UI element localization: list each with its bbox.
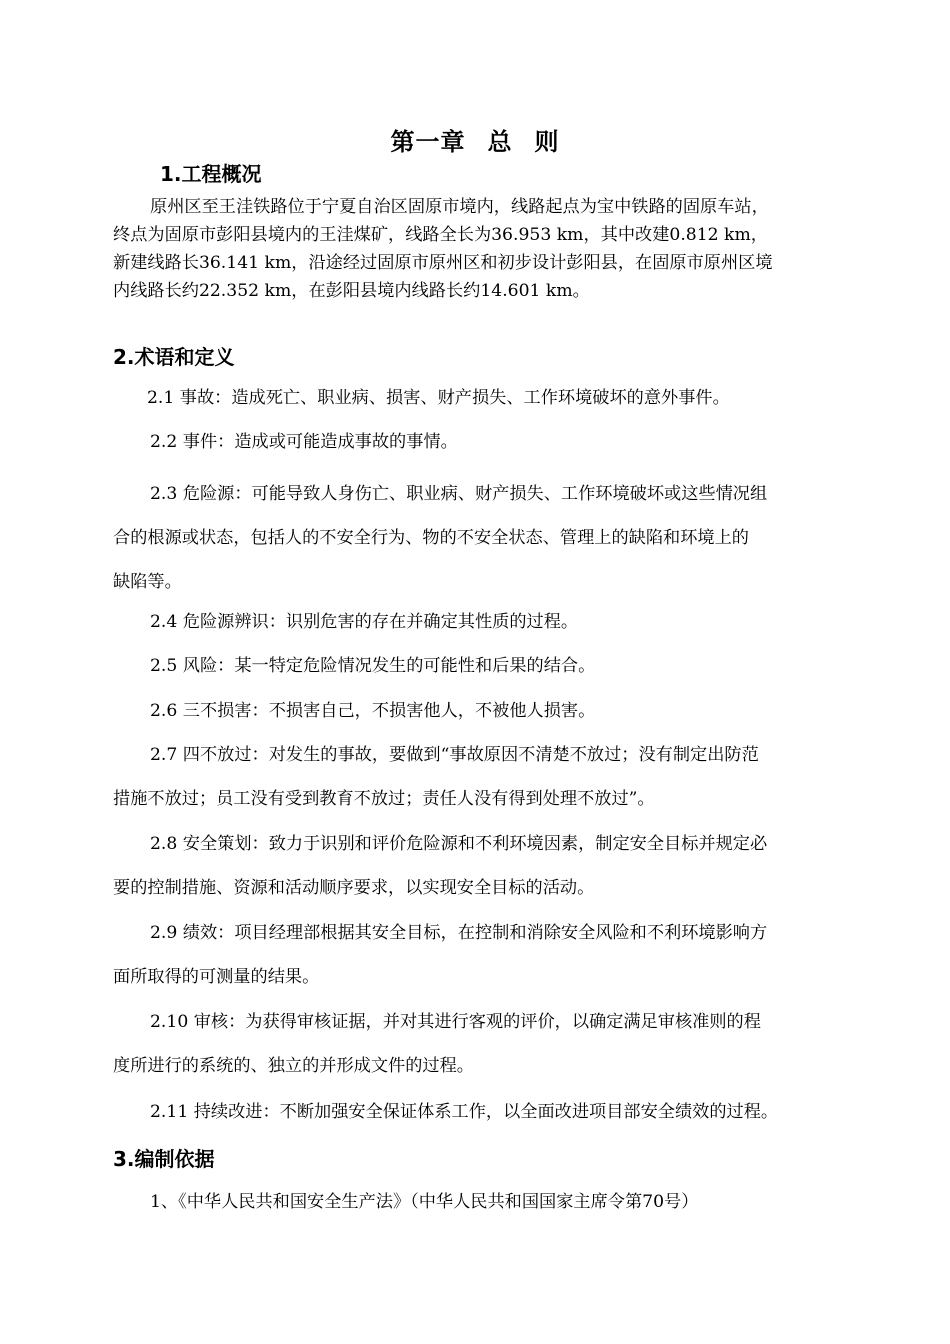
- term-line: 合的根源或状态，包括人的不安全行为、物的不安全状态、管理上的缺陷和环境上的: [113, 528, 749, 548]
- term-line: 2.8 安全策划：致力于识别和评价危险源和不利环境因素，制定安全目标并规定必: [150, 834, 768, 854]
- chapter-word-2: 则: [534, 128, 560, 156]
- term-line: 面所取得的可测量的结果。: [113, 967, 320, 987]
- term-line: 缺陷等。: [113, 572, 182, 592]
- term-line: 措施不放过；员工没有受到教育不放过；责任人没有得到处理不放过”。: [113, 789, 655, 809]
- term-line: 2.7 四不放过：对发生的事故，要做到“事故原因不清楚不放过；没有制定出防范: [150, 745, 759, 765]
- term-line: 2.1 事故：造成死亡、职业病、损害、财产损失、工作环境破坏的意外事件。: [147, 388, 730, 408]
- chapter-word-1: 总: [487, 128, 513, 156]
- basis-item-1: [113, 1188, 848, 1216]
- overview-line: 内线路长约22.352 km，在彭阳县境内线路长约14.601 km。: [113, 281, 590, 301]
- chapter-prefix: 第一章: [390, 128, 466, 156]
- term-line: 2.3 危险源：可能导致人身伤亡、职业病、财产损失、工作环境破坏或这些情况组: [150, 484, 768, 504]
- term-2-10: [113, 1000, 848, 1088]
- chapter-title: [0, 122, 950, 157]
- term-2-4: [113, 608, 848, 636]
- overview-line: 终点为固原市彭阳县境内的王洼煤矿，线路全长为36.953 km，其中改建0.812 km，: [113, 225, 768, 245]
- overview-line: 原州区至王洼铁路位于宁夏自治区固原市境内，线路起点为宝中铁路的固原车站，: [150, 197, 769, 217]
- term-2-2: [113, 428, 848, 456]
- term-2-8: [113, 822, 848, 910]
- term-line: 2.9 绩效：项目经理部根据其安全目标，在控制和消除安全风险和不利环境影响方: [150, 923, 768, 943]
- section-heading-overview: 1.工程概况: [160, 162, 262, 186]
- term-line: 2.10 审核：为获得审核证据，并对其进行客观的评价，以确定满足审核准则的程: [150, 1012, 761, 1032]
- term-2-11: [113, 1098, 848, 1126]
- term-2-1: [113, 384, 848, 412]
- term-2-6: [113, 697, 848, 725]
- term-2-5: [113, 652, 848, 680]
- overview-line: 新建线路长36.141 km，沿途经过固原市原州区和初步设计彭阳县，在固原市原州区境: [113, 253, 773, 273]
- overview-paragraph: [113, 193, 848, 305]
- term-line: 要的控制措施、资源和活动顺序要求，以实现安全目标的活动。: [113, 878, 595, 898]
- term-line: 度所进行的系统的、独立的并形成文件的过程。: [113, 1056, 474, 1076]
- term-line: 2.4 危险源辨识：识别危害的存在并确定其性质的过程。: [150, 612, 579, 632]
- term-2-9: [113, 911, 848, 999]
- section-heading-basis: 3.编制依据: [113, 1147, 215, 1171]
- term-2-7: [113, 733, 848, 821]
- basis-line: 1、《中华人民共和国安全生产法》（中华人民共和国国家主席令第70号）: [150, 1192, 699, 1212]
- term-line: 2.6 三不损害：不损害自己，不损害他人，不被他人损害。: [150, 701, 596, 721]
- term-2-3: [113, 472, 848, 604]
- term-line: 2.2 事件：造成或可能造成事故的事情。: [150, 432, 458, 452]
- term-line: 2.5 风险：某一特定危险情况发生的可能性和后果的结合。: [150, 656, 596, 676]
- term-line: 2.11 持续改进：不断加强安全保证体系工作，以全面改进项目部安全绩效的过程。: [150, 1102, 779, 1122]
- section-heading-terms: 2.术语和定义: [113, 345, 235, 369]
